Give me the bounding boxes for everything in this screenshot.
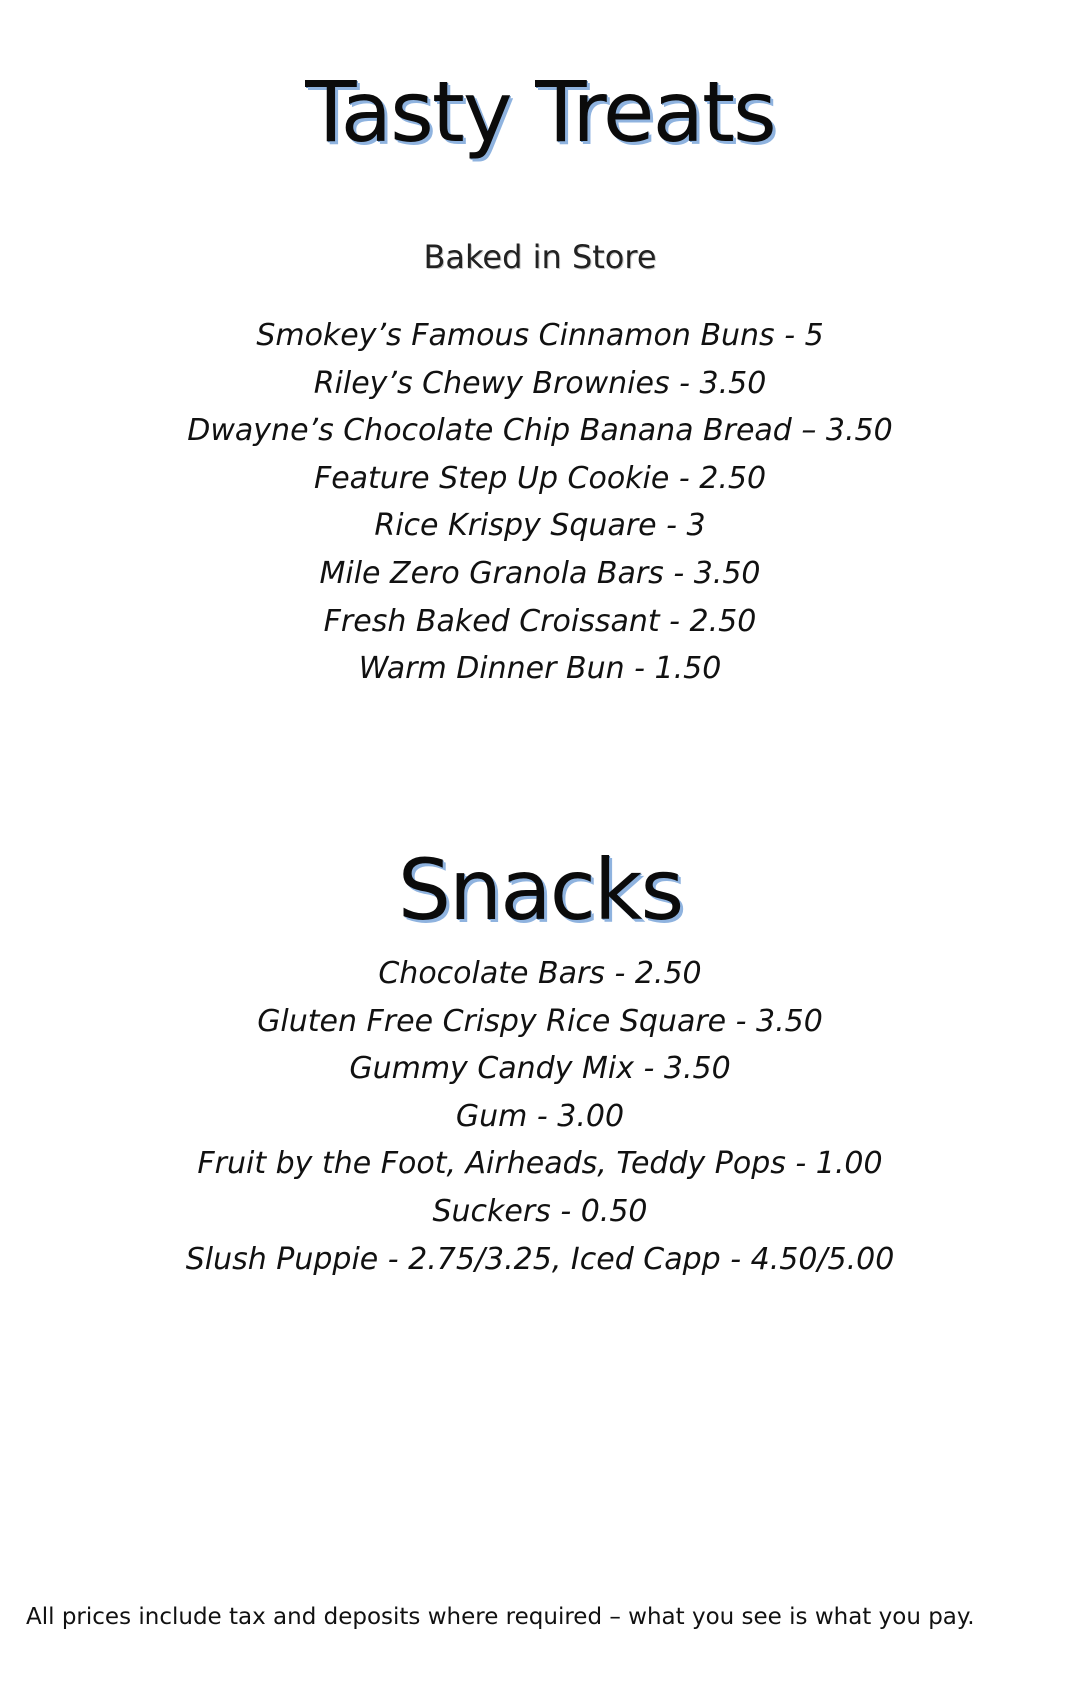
menu-item: Gluten Free Crispy Rice Square - 3.50 — [257, 1003, 823, 1039]
menu-item: Suckers - 0.50 — [432, 1193, 648, 1229]
menu-item: Gum - 3.00 — [455, 1098, 625, 1134]
price-disclaimer: All prices include tax and deposits where required – what you see is what you pay. — [26, 1604, 975, 1630]
snacks-items-list — [0, 950, 1080, 1283]
menu-item: Rice Krispy Square - 3 — [374, 508, 706, 544]
menu-item: Slush Puppie - 2.75/3.25, Iced Capp - 4.50/5.00 — [185, 1241, 895, 1277]
menu-item: Fresh Baked Croissant - 2.50 — [323, 603, 757, 639]
menu-item: Chocolate Bars - 2.50 — [378, 956, 702, 991]
menu-item: Mile Zero Granola Bars - 3.50 — [319, 555, 761, 591]
baked-items-list — [0, 312, 1080, 693]
menu-item: Smokey’s Famous Cinnamon Buns - 5 — [256, 318, 824, 353]
menu-item: Dwayne’s Chocolate Chip Banana Bread – 3.50 — [187, 413, 893, 449]
menu-item: Warm Dinner Bun - 1.50 — [358, 651, 722, 687]
menu-item: Feature Step Up Cookie - 2.50 — [313, 460, 767, 496]
menu-item: Fruit by the Foot, Airheads, Teddy Pops - 1.00 — [197, 1146, 883, 1182]
page-title: Tasty Treats — [305, 63, 775, 161]
menu-item: Gummy Candy Mix - 3.50 — [349, 1051, 731, 1087]
snacks-title: Snacks — [397, 841, 683, 939]
menu-item: Riley’s Chewy Brownies - 3.50 — [313, 365, 767, 401]
baked-subtitle: Baked in Store — [423, 238, 657, 276]
